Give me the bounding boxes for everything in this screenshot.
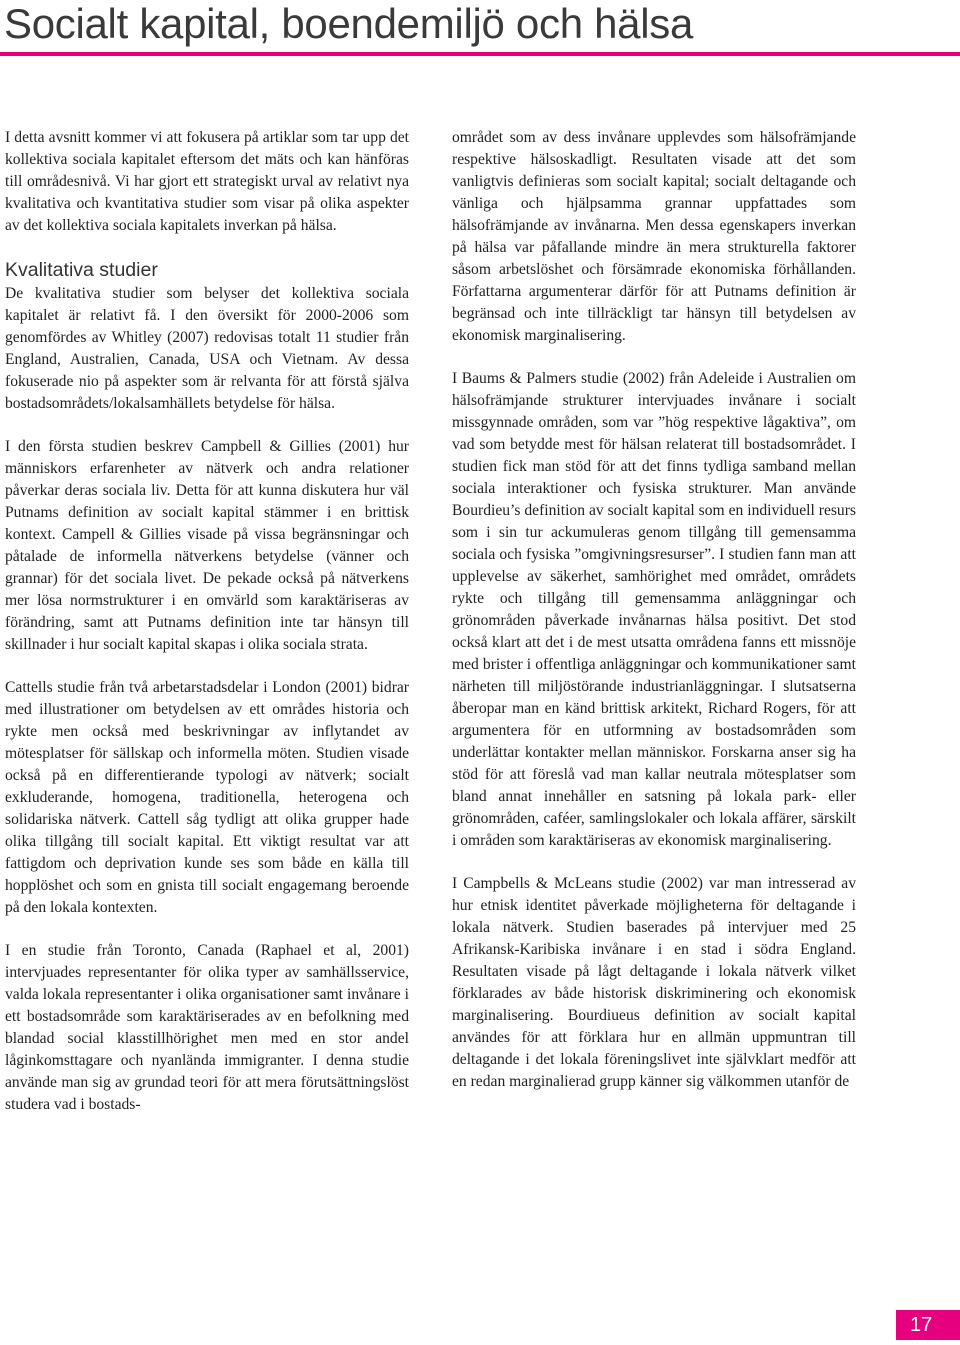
section-heading: Kvalitativa studier	[5, 259, 158, 281]
body-paragraph: I den första studien beskrev Campbell & Gillies (2001) hur människors erfarenheter av nätverk och andra relationer påverkar deras sociala liv. Detta för att kunna diskutera hur väl Putnams definition av socialt kapital stämmer i en brittisk kontext. Campell & Gillies visade på vissa begränsningar och påtalade de informella nätverkens betydelse (vänner och grannar) för det sociala livet. De pekade också på nätverkens mer lösa normstrukturer i en omvärld som karaktäriseras av förändring, samt att Putnams definition inte tar hänsyn till skillnader i hur socialt kapital skapas i olika sociala strata.	[5, 438, 409, 653]
intro-paragraph: I detta avsnitt kommer vi att fokusera på artiklar som tar upp det kollektiva sociala kapitalet eftersom det mäts och kan hänföras till områdesnivå. Vi har gjort ett strategiskt urval av relativt nya kvalitativa och kvantitativa studier som visar på olika aspekter av det kollektiva sociala kapitalets inverkan på hälsa.	[5, 129, 409, 234]
body-paragraph: området som av dess invånare upplevdes som hälsofrämjande respektive hälsoskadligt. Resultaten visade att det som vanligtvis definieras som socialt kapital; socialt deltagande och vänliga och hjälpsamma grannar uppfattades som hälsofrämjande av invånarna. Men dessa egenskapers inverkan på hälsa var påfallande mindre än mera strukturella faktorer såsom arbetslöshet och försämrade ekonomiska förhållanden. Författarna argumenterar därför för att Putnams definition är begränsad och inte tillräckligt tar hänsyn till betydelsen av ekonomisk marginalisering.	[452, 129, 856, 344]
right-column	[452, 127, 856, 1093]
body-paragraph: De kvalitativa studier som belyser det kollektiva sociala kapitalet är relativt få. I den översikt för 2000-2006 som genomfördes av Whitley (2007) redovisas totalt 11 studier från England, Australien, Canada, USA och Vietnam. Av dessa fokuserade nio på aspekter som är relvanta för att förstå själva bostadsområdets/lokalsamhällets betydelse för hälsa.	[5, 285, 409, 412]
body-paragraph: Cattells studie från två arbetarstadsdelar i London (2001) bidrar med illustrationer om betydelsen av ett områdes historia och rykte men också med beskrivningar av inflytandet av mötesplatser för sällskap och informella möten. Studien visade också på en differentierande typologi av nätverk; socialt exkluderande, homogena, traditionella, heterogena och solidariska nätverk. Cattell såg tydligt att olika grupper hade olika tillgång till socialt kapital. Ett viktigt resultat var att fattigdom och deprivation kunde ses som både en källa till hopplöshet och som en gnista till socialt engagemang beroende på den lokala kontexten.	[5, 679, 409, 916]
page-title: Socialt kapital, boendemiljö och hälsa	[4, 0, 694, 47]
body-paragraph: I Baums & Palmers studie (2002) från Adeleide i Australien om hälsofrämjande strukturer intervjuades invånare i socialt missgynnade områden, som var ”hög respektive lågaktiva”, om vad som betydde mest för hälsan relaterat till bostadsområdet. I studien fick man stöd för att det finns tydliga samband mellan sociala interaktioner och fysiska strukturer. Man använde Bourdieu’s definition av socialt kapital som en individuell resurs som i sin tur ackumuleras genom tillgång till gemensamma sociala och fysiska ”omgivningsresurser”. I studien fann man att upplevelse av säkerhet, samhörighet med området, områdets rykte och tillgång till gemensamma anläggningar och grönområden påverkade invånarnas hälsa positivt. Det stod också klart att det i de mest utsatta områdena fanns ett missnöje med brister i offentliga anläggningar och kommunikationer samt närheten till miljöstörande industrianläggningar. I slutsatserna åberopar man en känd brittisk arkitekt, Richard Rogers, för att argumentera för en utformning av bostadsområden som underlättar kontakter mellan människor. Forskarna anser sig ha stöd för att föreslå vad man kallar neutrala mötesplatser som bland annat innehåller en satsning på lokala park- eller grönområden, caféer, samlingslokaler och lokala affärer, särskilt i områden som karaktäriseras av ekonomisk marginalisering.	[452, 370, 856, 849]
left-column	[5, 127, 409, 1116]
page-number-badge	[896, 1310, 960, 1340]
body-paragraph: I Campbells & McLeans studie (2002) var man intresserad av hur etnisk identitet påverkade möjligheterna för deltagande i lokala nätverk. Studien baserades på intervjuer med 25 Afrikansk-Karibiska invånare i en stad i södra England. Resultaten visade på lågt deltagande i lokala nätverk vilket förklarades av både historisk diskriminering och ekonomisk marginalisering. Bourdiueus definition av socialt kapital användes för att förklara hur en allmän uppmuntran till deltagande i det lokala föreningslivet inte självklart medför att en redan marginalierad grupp känner sig välkommen utanför de	[452, 875, 856, 1090]
body-paragraph: I en studie från Toronto, Canada (Raphael et al, 2001) intervjuades representanter för olika typer av samhällsservice, valda lokala representanter i olika organisationer samt invånare i ett bostadsområde som karaktäriserades av en befolkning med blandad social klasstillhörighet men med en stor andel låginkomsttagare och nyanlända immigranter. I denna studie använde man sig av grundad teori för att mera förutsättningslöst studera vad i bostads-	[5, 942, 409, 1113]
page-number: 17	[910, 1314, 933, 1336]
title-underline	[0, 52, 960, 56]
